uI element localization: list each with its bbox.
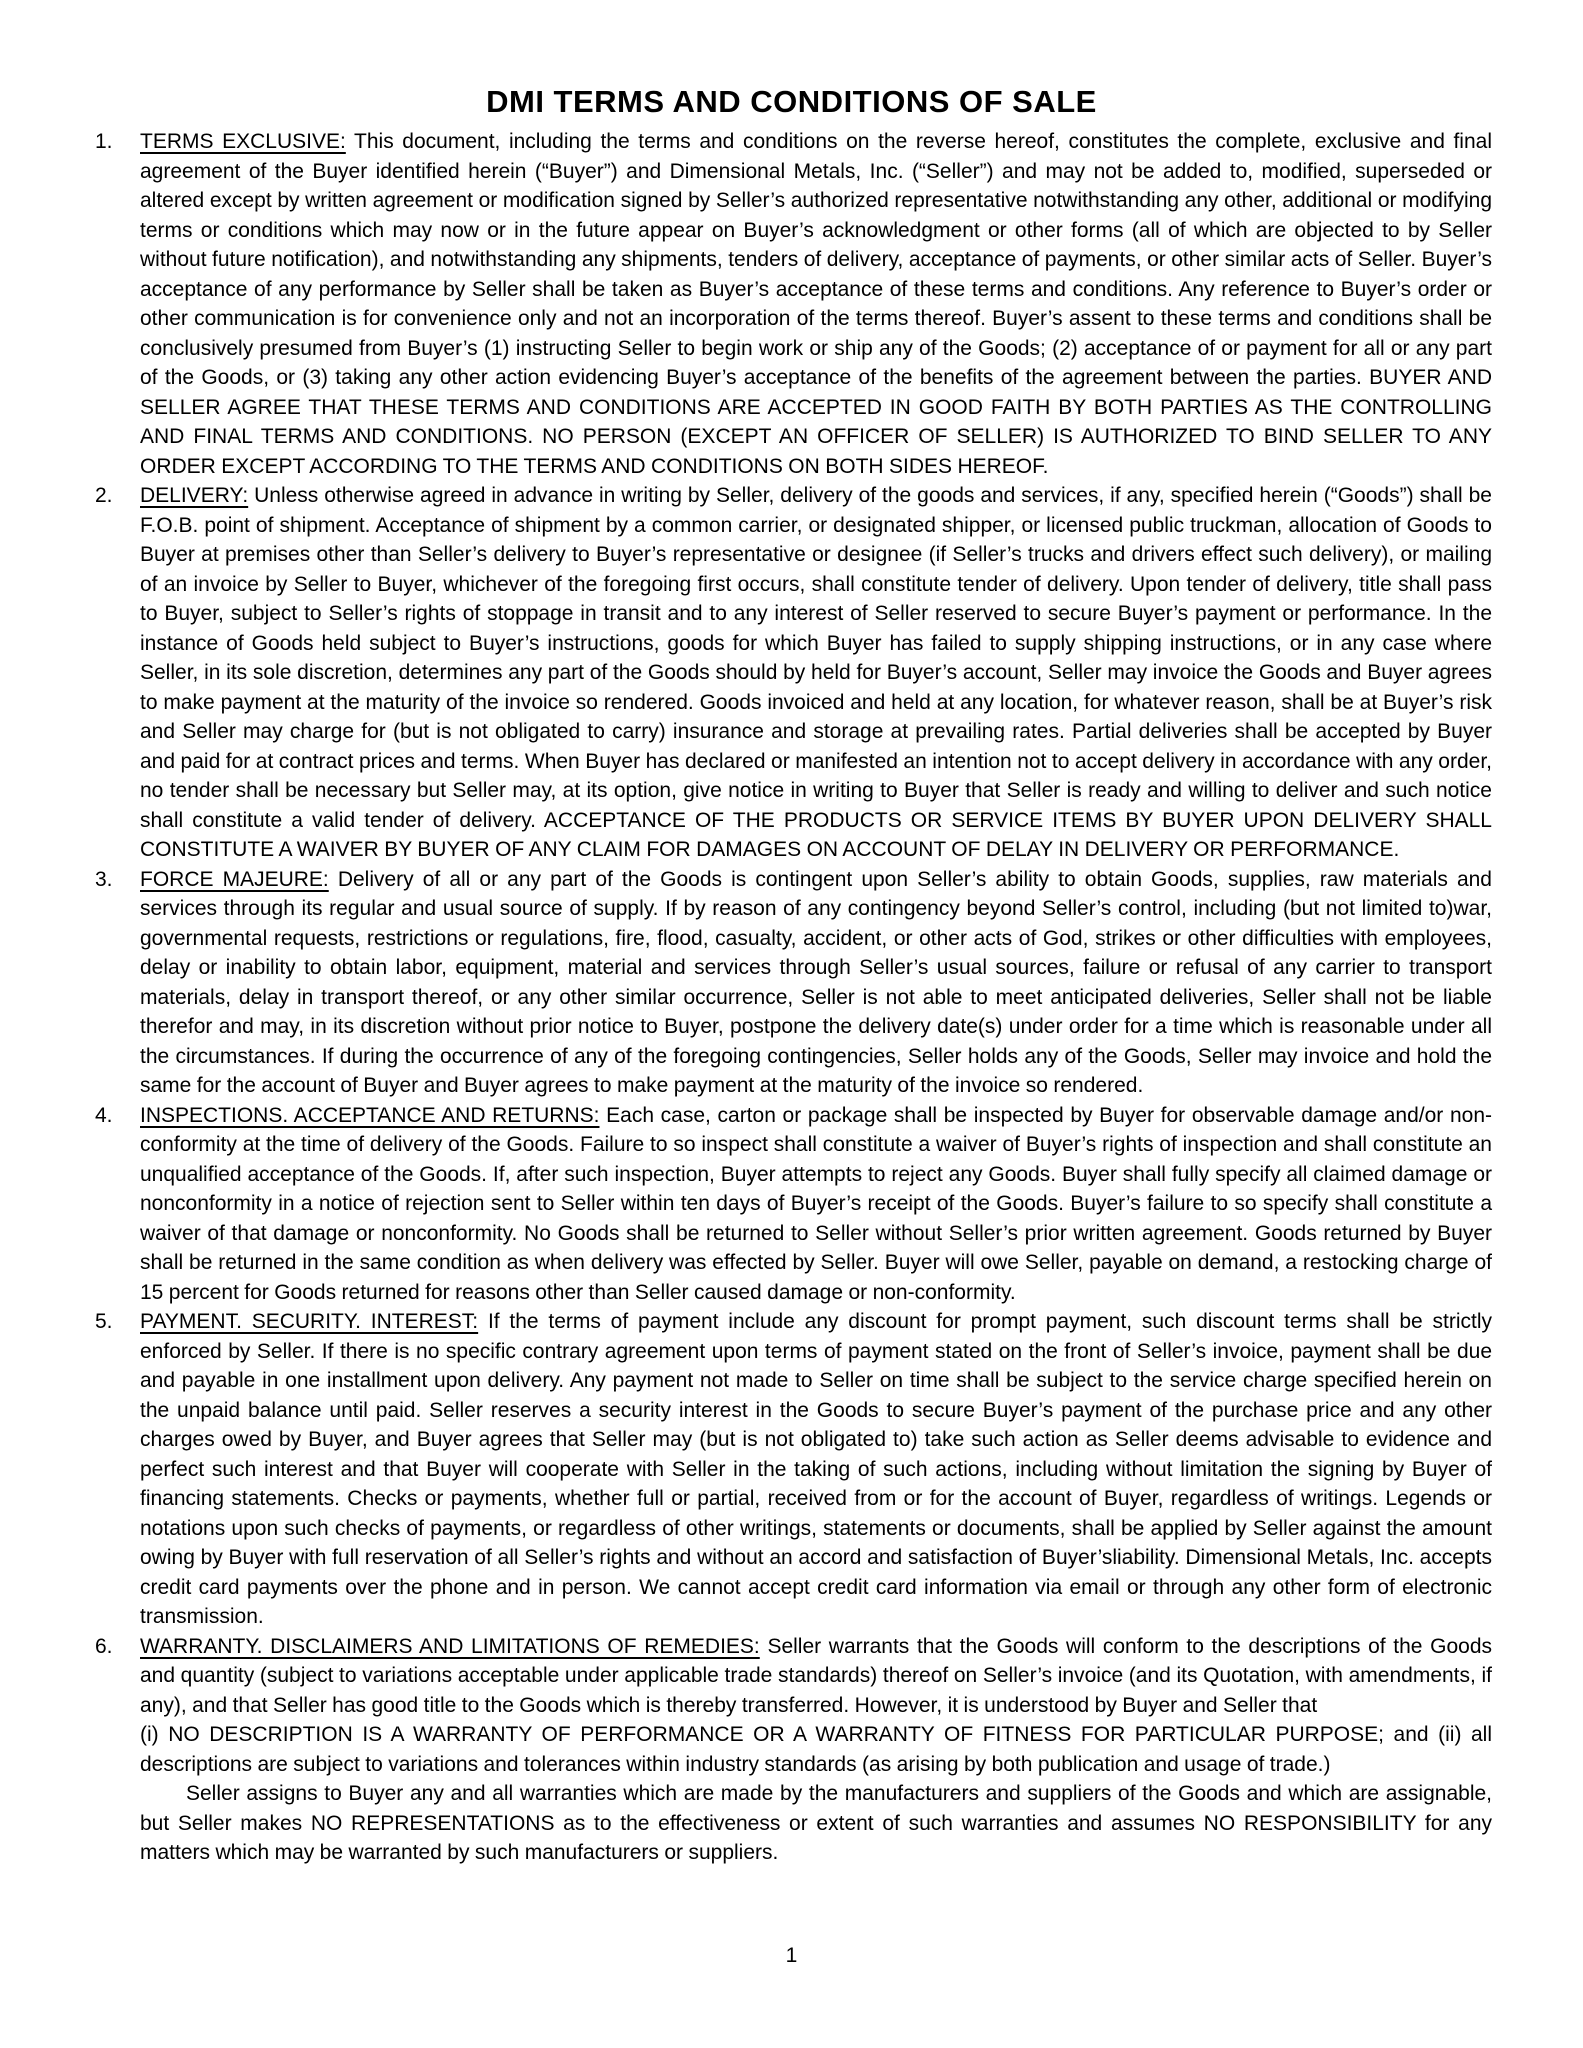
section-text (140, 481, 1492, 865)
section-number: 5. (95, 1310, 113, 1333)
page-title: DMI TERMS AND CONDITIONS OF SALE (486, 84, 1097, 119)
section-body: Delivery of all or any part of the Goods is contingent upon Seller’s ability to obtain Goods, supplies, raw materials and services through its regular and usual source of supply. If by reason of any contingency beyond Seller’s control, including (but not limited to)war, governmental requests, restrictions or regulations, fire, flood, casualty, accident, or other acts of God, strikes or other difficulties with employees, delay or inability to obtain labor, equipment, material and services through Seller’s usual sources, failure or refusal of any carrier to transport materials, delay in transport thereof, or any other similar occurrence, Seller is not able to meet anticipated deliveries, Seller shall not be liable therefor and may, in its discretion without prior notice to Buyer, postpone the delivery date(s) under order for a time which is reasonable under all the circumstances. If during the occurrence of any of the foregoing contingencies, Seller holds any of the Goods, Seller may invoice and hold the same for the account of Buyer and Buyer agrees to make payment at the maturity of the invoice so rendered. (140, 867, 1492, 1097)
section-text (140, 1632, 1492, 1868)
section-heading: TERMS EXCLUSIVE: (140, 130, 346, 153)
section-body-no-description-clause: (i) NO DESCRIPTION IS A WARRANTY OF PERFORMANCE OR A WARRANTY OF FITNESS FOR PARTICULAR PURPOSE; and (ii) all descriptions are subject to variations and tolerances within industry standards (as arising by both publication and usage of trade.) (140, 1723, 1492, 1776)
section-body: If the terms of payment include any discount for prompt payment, such discount terms shall be strictly enforced by Seller. If there is no specific contrary agreement upon terms of payment stated on the front of Seller’s invoice, payment shall be due and payable in one installment upon delivery. Any payment not made to Seller on time shall be subject to the service charge specified herein on the unpaid balance until paid. Seller reserves a security interest in the Goods to secure Buyer’s payment of the purchase price and any other charges owed by Buyer, and Buyer agrees that Seller may (but is not obligated to) take such action as Seller deems advisable to evidence and perfect such interest and that Buyer will cooperate with Seller in the taking of such actions, including without limitation the signing by Buyer of financing statements. Checks or payments, whether full or partial, received from or for the account of Buyer, regardless of writings. Legends or notations upon such checks of payments, or regardless of other writings, statements or documents, shall be applied by Seller against the amount owing by Buyer with full reservation of all Seller’s rights and without an accord and satisfaction of Buyer’sliability. Dimensional Metals, Inc. accepts credit card payments over the phone and in person. We cannot accept credit card information via email or through any other form of electronic transmission. (140, 1310, 1492, 1628)
section-heading: FORCE MAJEURE: (140, 867, 329, 891)
section-number: 3. (95, 867, 113, 891)
section-body-warranty-assignment: Seller assigns to Buyer any and all warranties which are made by the manufacturers and suppliers of the Goods and which are assignable, but Seller makes NO REPRESENTATIONS as to the effectiveness or extent of such warranties and assumes NO RESPONSIBILITY for any matters which may be warranted by such manufacturers or suppliers. (140, 1782, 1492, 1864)
section-number: 1. (95, 130, 113, 153)
section-text (140, 1307, 1492, 1632)
section-number: 6. (95, 1634, 113, 1658)
page-number: 1 (785, 1944, 798, 1967)
section-delivery (95, 481, 1492, 865)
section-warranty-disclaimers (95, 1632, 1492, 1868)
section-number: 2. (95, 484, 113, 507)
section-heading: INSPECTIONS. ACCEPTANCE AND RETURNS: (140, 1103, 600, 1127)
section-force-majeure (95, 865, 1492, 1101)
section-body: This document, including the terms and conditions on the reverse hereof, constitutes the complete, exclusive and final agreement of the Buyer identified herein (“Buyer”) and Dimensional Metals, Inc. (“Seller”) and may not be added to, modified, superseded or altered except by written agreement or modification signed by Seller’s authorized representative notwithstanding any other, additional or modifying terms or conditions which may now or in the future appear on Buyer’s acknowledgment or other forms (all of which are objected to by Seller without future notification), and notwithstanding any shipments, tenders of delivery, acceptance of payments, or other similar acts of Seller. Buyer’s acceptance of any performance by Seller shall be taken as Buyer’s acceptance of these terms and conditions. Any reference to Buyer’s order or other communication is for convenience only and not an incorporation of the terms thereof. Buyer’s assent to these terms and conditions shall be conclusively presumed from Buyer’s (1) instructing Seller to begin work or ship any of the Goods; (2) acceptance of or payment for all or any part of the Goods, or (3) taking any other action evidencing Buyer’s acceptance of the benefits of the agreement between the parties. BUYER AND SELLER AGREE THAT THESE TERMS AND CONDITIONS ARE ACCEPTED IN GOOD FAITH BY BOTH PARTIES AS THE CONTROLLING AND FINAL TERMS AND CONDITIONS. NO PERSON (EXCEPT AN OFFICER OF SELLER) IS AUTHORIZED TO BIND SELLER TO ANY ORDER EXCEPT ACCORDING TO THE TERMS AND CONDITIONS ON BOTH SIDES HEREOF. (140, 130, 1492, 478)
section-number: 4. (95, 1103, 113, 1127)
terms-list (95, 127, 1492, 1868)
section-body: Seller warrants that the Goods will conform to the descriptions of the Goods and quantity (subject to variations acceptable under applicable trade standards) thereof on Seller’s invoice (and its Quotation, with amendments, if any), and that Seller has good title to the Goods which is thereby transferred. However, it is understood by Buyer and Seller that (140, 1634, 1493, 1717)
section-heading: WARRANTY. DISCLAIMERS AND LIMITATIONS OF REMEDIES: (140, 1634, 760, 1658)
section-heading: PAYMENT. SECURITY. INTEREST: (140, 1310, 479, 1333)
section-text (140, 127, 1492, 481)
section-payment-security-interest (95, 1307, 1492, 1632)
section-inspections-acceptance-returns (95, 1101, 1492, 1308)
section-heading: DELIVERY: (140, 484, 249, 507)
section-text (140, 865, 1492, 1101)
section-body: Unless otherwise agreed in advance in writing by Seller, delivery of the goods and services, if any, specified herein (“Goods”) shall be F.O.B. point of shipment. Acceptance of shipment by a common carrier, or designated shipper, or licensed public truckman, allocation of Goods to Buyer at premises other than Seller’s delivery to Buyer’s representative or designee (if Seller’s trucks and drivers effect such delivery), or mailing of an invoice by Seller to Buyer, whichever of the foregoing first occurs, shall constitute tender of delivery. Upon tender of delivery, title shall pass to Buyer, subject to Seller’s rights of stoppage in transit and to any interest of Seller reserved to secure Buyer’s payment or performance. In the instance of Goods held subject to Buyer’s instructions, goods for which Buyer has failed to supply shipping instructions, or in any case where Seller, in its sole discretion, determines any part of the Goods should by held for Buyer’s account, Seller may invoice the Goods and Buyer agrees to make payment at the maturity of the invoice so rendered. Goods invoiced and held at any location, for whatever reason, shall be at Buyer’s risk and Seller may charge for (but is not obligated to carry) insurance and storage at prevailing rates. Partial deliveries shall be accepted by Buyer and paid for at contract prices and terms. When Buyer has declared or manifested an intention not to accept delivery in accordance with any order, no tender shall be necessary but Seller may, at its option, give notice in writing to Buyer that Seller is ready and willing to deliver and such notice shall constitute a valid tender of delivery. ACCEPTANCE OF THE PRODUCTS OR SERVICE ITEMS BY BUYER UPON DELIVERY SHALL CONSTITUTE A WAIVER BY BUYER OF ANY CLAIM FOR DAMAGES ON ACCOUNT OF DELAY IN DELIVERY OR PERFORMANCE. (140, 484, 1492, 861)
section-body: Each case, carton or package shall be inspected by Buyer for observable damage and/or non-conformity at the time of delivery of the Goods. Failure to so inspect shall constitute a waiver of Buyer’s rights of inspection and shall constitute an unqualified acceptance of the Goods. If, after such inspection, Buyer attempts to reject any Goods. Buyer shall fully specify all claimed damage or nonconformity in a notice of rejection sent to Seller within ten days of Buyer’s receipt of the Goods. Buyer’s failure to so specify shall constitute a waiver of that damage or nonconformity. No Goods shall be returned to Seller without Seller’s prior written agreement. Goods returned by Buyer shall be returned in the same condition as when delivery was effected by Seller. Buyer will owe Seller, payable on demand, a restocking charge of 15 percent for Goods returned for reasons other than Seller caused damage or non-conformity. (140, 1103, 1492, 1304)
section-terms-exclusive (95, 127, 1492, 481)
section-text (140, 1101, 1492, 1308)
